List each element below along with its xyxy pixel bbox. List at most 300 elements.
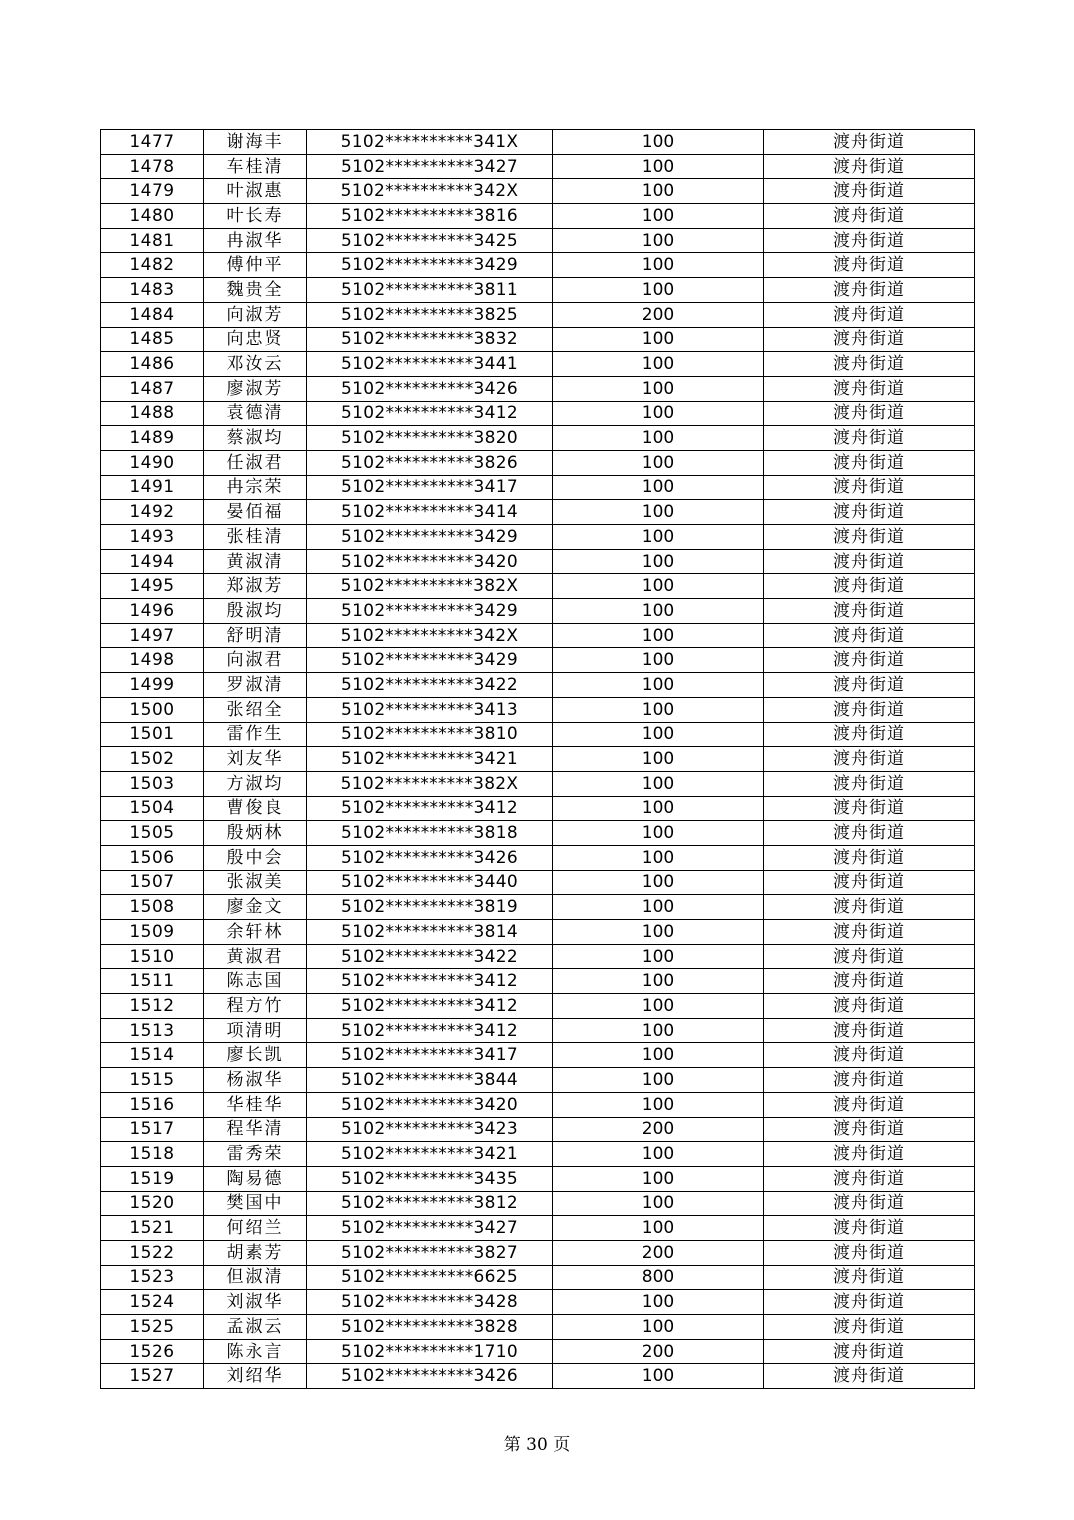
row-number-cell: 1496 xyxy=(101,599,204,624)
amount-cell: 200 xyxy=(553,1117,764,1142)
name-cell: 蔡淑均 xyxy=(204,426,307,451)
name-cell: 方淑均 xyxy=(204,771,307,796)
table-row xyxy=(101,154,975,179)
table-row xyxy=(101,1142,975,1167)
table-row xyxy=(101,771,975,796)
table-row xyxy=(101,450,975,475)
street-cell: 渡舟街道 xyxy=(764,401,975,426)
id-number-cell: 5102**********3816 xyxy=(307,204,553,229)
row-number-cell: 1492 xyxy=(101,500,204,525)
street-cell: 渡舟街道 xyxy=(764,1068,975,1093)
table-row xyxy=(101,1068,975,1093)
amount-cell: 100 xyxy=(553,920,764,945)
street-cell: 渡舟街道 xyxy=(764,994,975,1019)
street-cell: 渡舟街道 xyxy=(764,154,975,179)
name-cell: 冉宗荣 xyxy=(204,475,307,500)
name-cell: 叶长寿 xyxy=(204,204,307,229)
row-number-cell: 1516 xyxy=(101,1092,204,1117)
id-number-cell: 5102**********3412 xyxy=(307,969,553,994)
roster-table-body xyxy=(101,130,975,1389)
name-cell: 袁德清 xyxy=(204,401,307,426)
row-number-cell: 1485 xyxy=(101,327,204,352)
amount-cell: 100 xyxy=(553,1068,764,1093)
amount-cell: 100 xyxy=(553,1364,764,1389)
id-number-cell: 5102**********3422 xyxy=(307,944,553,969)
id-number-cell: 5102**********3811 xyxy=(307,278,553,303)
street-cell: 渡舟街道 xyxy=(764,1364,975,1389)
row-number-cell: 1493 xyxy=(101,525,204,550)
name-cell: 车桂清 xyxy=(204,154,307,179)
amount-cell: 100 xyxy=(553,1315,764,1340)
amount-cell: 100 xyxy=(553,722,764,747)
table-row xyxy=(101,895,975,920)
name-cell: 刘绍华 xyxy=(204,1364,307,1389)
name-cell: 雷秀荣 xyxy=(204,1142,307,1167)
street-cell: 渡舟街道 xyxy=(764,1216,975,1241)
street-cell: 渡舟街道 xyxy=(764,599,975,624)
table-row xyxy=(101,228,975,253)
name-cell: 杨淑华 xyxy=(204,1068,307,1093)
id-number-cell: 5102**********3435 xyxy=(307,1166,553,1191)
street-cell: 渡舟街道 xyxy=(764,722,975,747)
amount-cell: 100 xyxy=(553,154,764,179)
table-row xyxy=(101,722,975,747)
name-cell: 叶淑惠 xyxy=(204,179,307,204)
id-number-cell: 5102**********3412 xyxy=(307,1018,553,1043)
amount-cell: 100 xyxy=(553,1166,764,1191)
row-number-cell: 1482 xyxy=(101,253,204,278)
name-cell: 张淑美 xyxy=(204,870,307,895)
name-cell: 舒明清 xyxy=(204,623,307,648)
row-number-cell: 1517 xyxy=(101,1117,204,1142)
row-number-cell: 1503 xyxy=(101,771,204,796)
amount-cell: 100 xyxy=(553,204,764,229)
name-cell: 黄淑君 xyxy=(204,944,307,969)
row-number-cell: 1521 xyxy=(101,1216,204,1241)
name-cell: 向淑芳 xyxy=(204,302,307,327)
id-number-cell: 5102**********3417 xyxy=(307,475,553,500)
name-cell: 晏佰福 xyxy=(204,500,307,525)
name-cell: 张桂清 xyxy=(204,525,307,550)
amount-cell: 100 xyxy=(553,845,764,870)
name-cell: 任淑君 xyxy=(204,450,307,475)
street-cell: 渡舟街道 xyxy=(764,450,975,475)
street-cell: 渡舟街道 xyxy=(764,747,975,772)
street-cell: 渡舟街道 xyxy=(764,179,975,204)
table-row xyxy=(101,204,975,229)
table-row xyxy=(101,574,975,599)
name-cell: 但淑清 xyxy=(204,1265,307,1290)
street-cell: 渡舟街道 xyxy=(764,1315,975,1340)
amount-cell: 100 xyxy=(553,969,764,994)
amount-cell: 200 xyxy=(553,1240,764,1265)
row-number-cell: 1523 xyxy=(101,1265,204,1290)
name-cell: 余轩林 xyxy=(204,920,307,945)
street-cell: 渡舟街道 xyxy=(764,1142,975,1167)
id-number-cell: 5102**********341X xyxy=(307,130,553,155)
id-number-cell: 5102**********3812 xyxy=(307,1191,553,1216)
row-number-cell: 1483 xyxy=(101,278,204,303)
table-row xyxy=(101,1240,975,1265)
table-row xyxy=(101,599,975,624)
street-cell: 渡舟街道 xyxy=(764,944,975,969)
street-cell: 渡舟街道 xyxy=(764,130,975,155)
amount-cell: 100 xyxy=(553,401,764,426)
row-number-cell: 1491 xyxy=(101,475,204,500)
amount-cell: 100 xyxy=(553,1290,764,1315)
id-number-cell: 5102**********3413 xyxy=(307,697,553,722)
row-number-cell: 1495 xyxy=(101,574,204,599)
table-row xyxy=(101,969,975,994)
street-cell: 渡舟街道 xyxy=(764,475,975,500)
street-cell: 渡舟街道 xyxy=(764,648,975,673)
name-cell: 向忠贤 xyxy=(204,327,307,352)
row-number-cell: 1526 xyxy=(101,1339,204,1364)
id-number-cell: 5102**********3428 xyxy=(307,1290,553,1315)
table-row xyxy=(101,376,975,401)
table-row xyxy=(101,697,975,722)
id-number-cell: 5102**********342X xyxy=(307,179,553,204)
row-number-cell: 1494 xyxy=(101,549,204,574)
name-cell: 程方竹 xyxy=(204,994,307,1019)
id-number-cell: 5102**********6625 xyxy=(307,1265,553,1290)
street-cell: 渡舟街道 xyxy=(764,549,975,574)
amount-cell: 800 xyxy=(553,1265,764,1290)
name-cell: 邓汝云 xyxy=(204,352,307,377)
name-cell: 刘淑华 xyxy=(204,1290,307,1315)
name-cell: 魏贵全 xyxy=(204,278,307,303)
id-number-cell: 5102**********3441 xyxy=(307,352,553,377)
table-row xyxy=(101,278,975,303)
id-number-cell: 5102**********3426 xyxy=(307,376,553,401)
id-number-cell: 5102**********3420 xyxy=(307,1092,553,1117)
street-cell: 渡舟街道 xyxy=(764,845,975,870)
amount-cell: 100 xyxy=(553,475,764,500)
table-row xyxy=(101,253,975,278)
row-number-cell: 1512 xyxy=(101,994,204,1019)
table-row xyxy=(101,426,975,451)
amount-cell: 100 xyxy=(553,525,764,550)
table-row xyxy=(101,1018,975,1043)
id-number-cell: 5102**********3429 xyxy=(307,648,553,673)
street-cell: 渡舟街道 xyxy=(764,969,975,994)
id-number-cell: 5102**********3426 xyxy=(307,1364,553,1389)
amount-cell: 100 xyxy=(553,944,764,969)
row-number-cell: 1497 xyxy=(101,623,204,648)
street-cell: 渡舟街道 xyxy=(764,697,975,722)
amount-cell: 100 xyxy=(553,278,764,303)
street-cell: 渡舟街道 xyxy=(764,1191,975,1216)
amount-cell: 100 xyxy=(553,994,764,1019)
table-row xyxy=(101,1216,975,1241)
street-cell: 渡舟街道 xyxy=(764,228,975,253)
amount-cell: 100 xyxy=(553,895,764,920)
row-number-cell: 1478 xyxy=(101,154,204,179)
amount-cell: 100 xyxy=(553,1191,764,1216)
id-number-cell: 5102**********3423 xyxy=(307,1117,553,1142)
id-number-cell: 5102**********3417 xyxy=(307,1043,553,1068)
name-cell: 傅仲平 xyxy=(204,253,307,278)
name-cell: 樊国中 xyxy=(204,1191,307,1216)
roster-table xyxy=(100,129,975,1389)
table-row xyxy=(101,327,975,352)
row-number-cell: 1500 xyxy=(101,697,204,722)
table-row xyxy=(101,1290,975,1315)
name-cell: 何绍兰 xyxy=(204,1216,307,1241)
name-cell: 殷中会 xyxy=(204,845,307,870)
id-number-cell: 5102**********3844 xyxy=(307,1068,553,1093)
id-number-cell: 5102**********3421 xyxy=(307,1142,553,1167)
table-row xyxy=(101,500,975,525)
table-row xyxy=(101,352,975,377)
table-row xyxy=(101,525,975,550)
name-cell: 程华清 xyxy=(204,1117,307,1142)
id-number-cell: 5102**********3429 xyxy=(307,525,553,550)
street-cell: 渡舟街道 xyxy=(764,574,975,599)
amount-cell: 100 xyxy=(553,450,764,475)
name-cell: 谢海丰 xyxy=(204,130,307,155)
table-row xyxy=(101,549,975,574)
amount-cell: 100 xyxy=(553,796,764,821)
row-number-cell: 1509 xyxy=(101,920,204,945)
amount-cell: 100 xyxy=(553,549,764,574)
street-cell: 渡舟街道 xyxy=(764,796,975,821)
street-cell: 渡舟街道 xyxy=(764,1290,975,1315)
id-number-cell: 5102**********3412 xyxy=(307,796,553,821)
row-number-cell: 1505 xyxy=(101,821,204,846)
street-cell: 渡舟街道 xyxy=(764,426,975,451)
table-row xyxy=(101,1166,975,1191)
street-cell: 渡舟街道 xyxy=(764,1117,975,1142)
row-number-cell: 1489 xyxy=(101,426,204,451)
amount-cell: 100 xyxy=(553,747,764,772)
name-cell: 向淑君 xyxy=(204,648,307,673)
name-cell: 项清明 xyxy=(204,1018,307,1043)
table-row xyxy=(101,1117,975,1142)
amount-cell: 100 xyxy=(553,648,764,673)
name-cell: 廖淑芳 xyxy=(204,376,307,401)
row-number-cell: 1488 xyxy=(101,401,204,426)
name-cell: 郑淑芳 xyxy=(204,574,307,599)
amount-cell: 100 xyxy=(553,376,764,401)
id-number-cell: 5102**********342X xyxy=(307,623,553,648)
id-number-cell: 5102**********3429 xyxy=(307,599,553,624)
table-row xyxy=(101,475,975,500)
name-cell: 陶易德 xyxy=(204,1166,307,1191)
street-cell: 渡舟街道 xyxy=(764,253,975,278)
table-row xyxy=(101,1339,975,1364)
row-number-cell: 1502 xyxy=(101,747,204,772)
table-row xyxy=(101,302,975,327)
amount-cell: 100 xyxy=(553,327,764,352)
table-row xyxy=(101,1191,975,1216)
amount-cell: 100 xyxy=(553,1216,764,1241)
name-cell: 罗淑清 xyxy=(204,673,307,698)
amount-cell: 100 xyxy=(553,1018,764,1043)
amount-cell: 100 xyxy=(553,599,764,624)
table-row xyxy=(101,920,975,945)
table-row xyxy=(101,1043,975,1068)
name-cell: 殷炳林 xyxy=(204,821,307,846)
amount-cell: 200 xyxy=(553,302,764,327)
id-number-cell: 5102**********3412 xyxy=(307,994,553,1019)
street-cell: 渡舟街道 xyxy=(764,673,975,698)
street-cell: 渡舟街道 xyxy=(764,1240,975,1265)
table-row xyxy=(101,994,975,1019)
amount-cell: 100 xyxy=(553,352,764,377)
row-number-cell: 1486 xyxy=(101,352,204,377)
amount-cell: 100 xyxy=(553,228,764,253)
amount-cell: 100 xyxy=(553,870,764,895)
amount-cell: 100 xyxy=(553,574,764,599)
street-cell: 渡舟街道 xyxy=(764,352,975,377)
street-cell: 渡舟街道 xyxy=(764,1043,975,1068)
row-number-cell: 1490 xyxy=(101,450,204,475)
street-cell: 渡舟街道 xyxy=(764,302,975,327)
row-number-cell: 1515 xyxy=(101,1068,204,1093)
row-number-cell: 1510 xyxy=(101,944,204,969)
street-cell: 渡舟街道 xyxy=(764,278,975,303)
name-cell: 孟淑云 xyxy=(204,1315,307,1340)
name-cell: 冉淑华 xyxy=(204,228,307,253)
row-number-cell: 1507 xyxy=(101,870,204,895)
street-cell: 渡舟街道 xyxy=(764,870,975,895)
amount-cell: 100 xyxy=(553,179,764,204)
street-cell: 渡舟街道 xyxy=(764,1018,975,1043)
row-number-cell: 1513 xyxy=(101,1018,204,1043)
name-cell: 黄淑清 xyxy=(204,549,307,574)
row-number-cell: 1504 xyxy=(101,796,204,821)
street-cell: 渡舟街道 xyxy=(764,376,975,401)
row-number-cell: 1498 xyxy=(101,648,204,673)
street-cell: 渡舟街道 xyxy=(764,895,975,920)
table-row xyxy=(101,1364,975,1389)
name-cell: 廖长凯 xyxy=(204,1043,307,1068)
row-number-cell: 1519 xyxy=(101,1166,204,1191)
table-row xyxy=(101,845,975,870)
amount-cell: 100 xyxy=(553,130,764,155)
table-row xyxy=(101,401,975,426)
id-number-cell: 5102**********382X xyxy=(307,574,553,599)
name-cell: 胡素芳 xyxy=(204,1240,307,1265)
street-cell: 渡舟街道 xyxy=(764,525,975,550)
name-cell: 雷作生 xyxy=(204,722,307,747)
row-number-cell: 1520 xyxy=(101,1191,204,1216)
amount-cell: 100 xyxy=(553,623,764,648)
street-cell: 渡舟街道 xyxy=(764,1092,975,1117)
row-number-cell: 1518 xyxy=(101,1142,204,1167)
table-row xyxy=(101,179,975,204)
id-number-cell: 5102**********3827 xyxy=(307,1240,553,1265)
id-number-cell: 5102**********3420 xyxy=(307,549,553,574)
amount-cell: 200 xyxy=(553,1339,764,1364)
row-number-cell: 1506 xyxy=(101,845,204,870)
table-row xyxy=(101,1092,975,1117)
name-cell: 刘友华 xyxy=(204,747,307,772)
table-row xyxy=(101,944,975,969)
row-number-cell: 1480 xyxy=(101,204,204,229)
table-row xyxy=(101,1315,975,1340)
table-row xyxy=(101,623,975,648)
id-number-cell: 5102**********3412 xyxy=(307,401,553,426)
id-number-cell: 5102**********3828 xyxy=(307,1315,553,1340)
id-number-cell: 5102**********3819 xyxy=(307,895,553,920)
table-row xyxy=(101,870,975,895)
amount-cell: 100 xyxy=(553,426,764,451)
id-number-cell: 5102**********3832 xyxy=(307,327,553,352)
table-row xyxy=(101,648,975,673)
street-cell: 渡舟街道 xyxy=(764,920,975,945)
id-number-cell: 5102**********1710 xyxy=(307,1339,553,1364)
row-number-cell: 1508 xyxy=(101,895,204,920)
id-number-cell: 5102**********382X xyxy=(307,771,553,796)
id-number-cell: 5102**********3826 xyxy=(307,450,553,475)
id-number-cell: 5102**********3425 xyxy=(307,228,553,253)
amount-cell: 100 xyxy=(553,1092,764,1117)
row-number-cell: 1525 xyxy=(101,1315,204,1340)
table-row xyxy=(101,747,975,772)
street-cell: 渡舟街道 xyxy=(764,771,975,796)
name-cell: 陈永言 xyxy=(204,1339,307,1364)
table-row xyxy=(101,130,975,155)
amount-cell: 100 xyxy=(553,253,764,278)
table-row xyxy=(101,796,975,821)
row-number-cell: 1522 xyxy=(101,1240,204,1265)
row-number-cell: 1524 xyxy=(101,1290,204,1315)
street-cell: 渡舟街道 xyxy=(764,821,975,846)
name-cell: 曹俊良 xyxy=(204,796,307,821)
amount-cell: 100 xyxy=(553,673,764,698)
amount-cell: 100 xyxy=(553,821,764,846)
street-cell: 渡舟街道 xyxy=(764,204,975,229)
id-number-cell: 5102**********3426 xyxy=(307,845,553,870)
name-cell: 殷淑均 xyxy=(204,599,307,624)
id-number-cell: 5102**********3818 xyxy=(307,821,553,846)
amount-cell: 100 xyxy=(553,1043,764,1068)
street-cell: 渡舟街道 xyxy=(764,327,975,352)
name-cell: 华桂华 xyxy=(204,1092,307,1117)
table-row xyxy=(101,1265,975,1290)
street-cell: 渡舟街道 xyxy=(764,500,975,525)
row-number-cell: 1511 xyxy=(101,969,204,994)
row-number-cell: 1527 xyxy=(101,1364,204,1389)
row-number-cell: 1499 xyxy=(101,673,204,698)
table-row xyxy=(101,673,975,698)
street-cell: 渡舟街道 xyxy=(764,1166,975,1191)
amount-cell: 100 xyxy=(553,771,764,796)
id-number-cell: 5102**********3414 xyxy=(307,500,553,525)
row-number-cell: 1514 xyxy=(101,1043,204,1068)
amount-cell: 100 xyxy=(553,1142,764,1167)
row-number-cell: 1484 xyxy=(101,302,204,327)
id-number-cell: 5102**********3440 xyxy=(307,870,553,895)
id-number-cell: 5102**********3810 xyxy=(307,722,553,747)
amount-cell: 100 xyxy=(553,500,764,525)
id-number-cell: 5102**********3427 xyxy=(307,154,553,179)
id-number-cell: 5102**********3422 xyxy=(307,673,553,698)
name-cell: 廖金文 xyxy=(204,895,307,920)
id-number-cell: 5102**********3814 xyxy=(307,920,553,945)
street-cell: 渡舟街道 xyxy=(764,1339,975,1364)
street-cell: 渡舟街道 xyxy=(764,1265,975,1290)
street-cell: 渡舟街道 xyxy=(764,623,975,648)
id-number-cell: 5102**********3820 xyxy=(307,426,553,451)
id-number-cell: 5102**********3421 xyxy=(307,747,553,772)
row-number-cell: 1479 xyxy=(101,179,204,204)
page-number: 第 30 页 xyxy=(503,1435,571,1455)
amount-cell: 100 xyxy=(553,697,764,722)
row-number-cell: 1477 xyxy=(101,130,204,155)
